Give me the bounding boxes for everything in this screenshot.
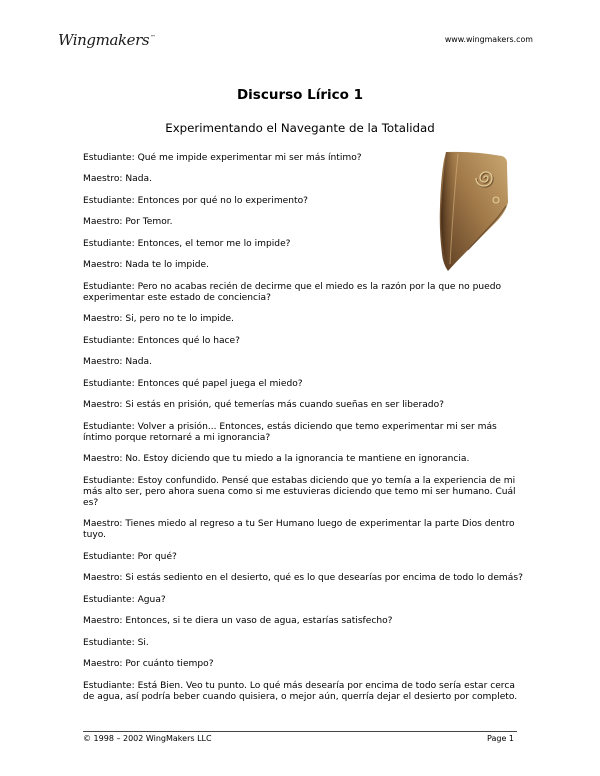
dialogue-turn-maestro	[83, 357, 523, 368]
dialogue-text-line: Estudiante: Por qué?	[83, 551, 177, 562]
dialogue-turn-estudiante	[83, 153, 523, 164]
dialogue-text-line: Maestro: Por Temor.	[83, 217, 173, 227]
dialogue	[83, 153, 523, 714]
dialogue-text-line: Estudiante: Si.	[83, 637, 149, 648]
dialogue-text-line: Maestro: Por cuánto tiempo?	[83, 659, 214, 669]
page-number: Page 1	[487, 734, 514, 743]
dialogue-text-line: Maestro: Tienes miedo al regreso a tu Ser Humano luego de experimentar la parte Dios dentro	[83, 519, 515, 529]
dialogue-text-line: Estudiante: Entonces qué papel juega el miedo?	[83, 378, 303, 389]
dialogue-text-line: Maestro: No. Estoy diciendo que tu miedo a la ignorancia te mantiene en ignorancia.	[83, 454, 470, 464]
dialogue-text-line: es?	[83, 497, 99, 508]
dialogue-turn-maestro	[83, 400, 523, 411]
dialogue-turn-estudiante	[83, 282, 523, 304]
document-title: Discurso Lírico 1	[236, 87, 364, 103]
dialogue-text-line: Maestro: Si, pero no te lo impide.	[83, 314, 235, 324]
dialogue-turn-maestro	[83, 174, 523, 185]
website-url: www.wingmakers.com	[444, 35, 533, 44]
dialogue-text-line: Estudiante: Entonces, el temor me lo impide?	[83, 238, 291, 249]
dialogue-text-line: Estudiante: Volver a prisión... Entonces, estás diciendo que temo experimentar mi ser más	[83, 421, 497, 432]
dialogue-text-line: Maestro: Entonces, si te diera un vaso de agua, estarías satisfecho?	[83, 616, 393, 626]
dialogue-turn-estudiante	[83, 476, 523, 509]
dialogue-turn-estudiante	[83, 196, 523, 207]
dialogue-turn-estudiante	[83, 595, 523, 606]
dialogue-turn-maestro	[83, 519, 523, 541]
document-subtitle: Experimentando el Navegante de la Totalidad	[165, 121, 435, 135]
dialogue-turn-estudiante	[83, 681, 523, 703]
dialogue-text-line: Estudiante: Pero no acabas recién de decirme que el miedo es la razón por la que no puedo	[83, 281, 502, 292]
dialogue-text-line: Maestro: Nada.	[83, 357, 152, 367]
dialogue-turn-estudiante	[83, 379, 523, 390]
dialogue-turn-maestro	[83, 573, 523, 584]
dialogue-turn-estudiante	[83, 336, 523, 347]
dialogue-text-line: Estudiante: Entonces por qué no lo experimento?	[83, 195, 308, 206]
dialogue-text-line: Estudiante: Qué me impide experimentar mi ser más íntimo?	[83, 152, 362, 163]
dialogue-text-line: Maestro: Nada te lo impide.	[83, 260, 209, 270]
dialogue-turn-maestro	[83, 454, 523, 465]
dialogue-turn-maestro	[83, 314, 523, 325]
dialogue-turn-estudiante	[83, 552, 523, 563]
dialogue-text-line: más alto ser, pero ahora suena como si me estuvieras diciendo que temo mi ser humano. Cuál	[83, 486, 516, 497]
dialogue-text-line: Maestro: Si estás sediento en el desierto, qué es lo que desearías por encima de todo lo demás?	[83, 573, 523, 583]
dialogue-turn-maestro	[83, 217, 523, 228]
dialogue-text-line: Estudiante: Agua?	[83, 594, 166, 605]
dialogue-turn-maestro	[83, 659, 523, 670]
dialogue-text-line: Estudiante: Está Bien. Veo tu punto. Lo qué más desearía por encima de todo sería estar cerca	[83, 680, 515, 691]
dialogue-text-line: Maestro: Nada.	[83, 174, 152, 184]
dialogue-turn-maestro	[83, 260, 523, 271]
dialogue-text-line: Estudiante: Estoy confundido. Pensé que estabas diciendo que yo temía a la experiencia de mi	[83, 475, 516, 486]
dialogue-text-line: Maestro: Si estás en prisión, qué temerías más cuando sueñas en ser liberado?	[83, 400, 444, 410]
dialogue-turn-estudiante	[83, 422, 523, 444]
wingmakers-logo	[58, 28, 156, 50]
dialogue-text-line: experimentar este estado de conciencia?	[83, 292, 271, 303]
dialogue-text-line: tuyo.	[83, 530, 107, 540]
copyright-notice: © 1998 – 2002 WingMakers LLC	[83, 734, 212, 743]
logo-wordmark: Wingmakers	[58, 31, 150, 49]
dialogue-turn-estudiante	[83, 239, 523, 250]
dialogue-turn-estudiante	[83, 638, 523, 649]
dialogue-turn-maestro	[83, 616, 523, 627]
dialogue-text-line: de agua, así podría beber cuando quisiera, o mejor aún, querría dejar el desierto por completo.	[83, 691, 518, 702]
trademark-symbol: ™	[150, 35, 156, 41]
footer-rule	[83, 731, 517, 732]
dialogue-text-line: íntimo porque retornaré a mi ignorancia?	[83, 432, 271, 443]
dialogue-text-line: Estudiante: Entonces qué lo hace?	[83, 335, 240, 346]
